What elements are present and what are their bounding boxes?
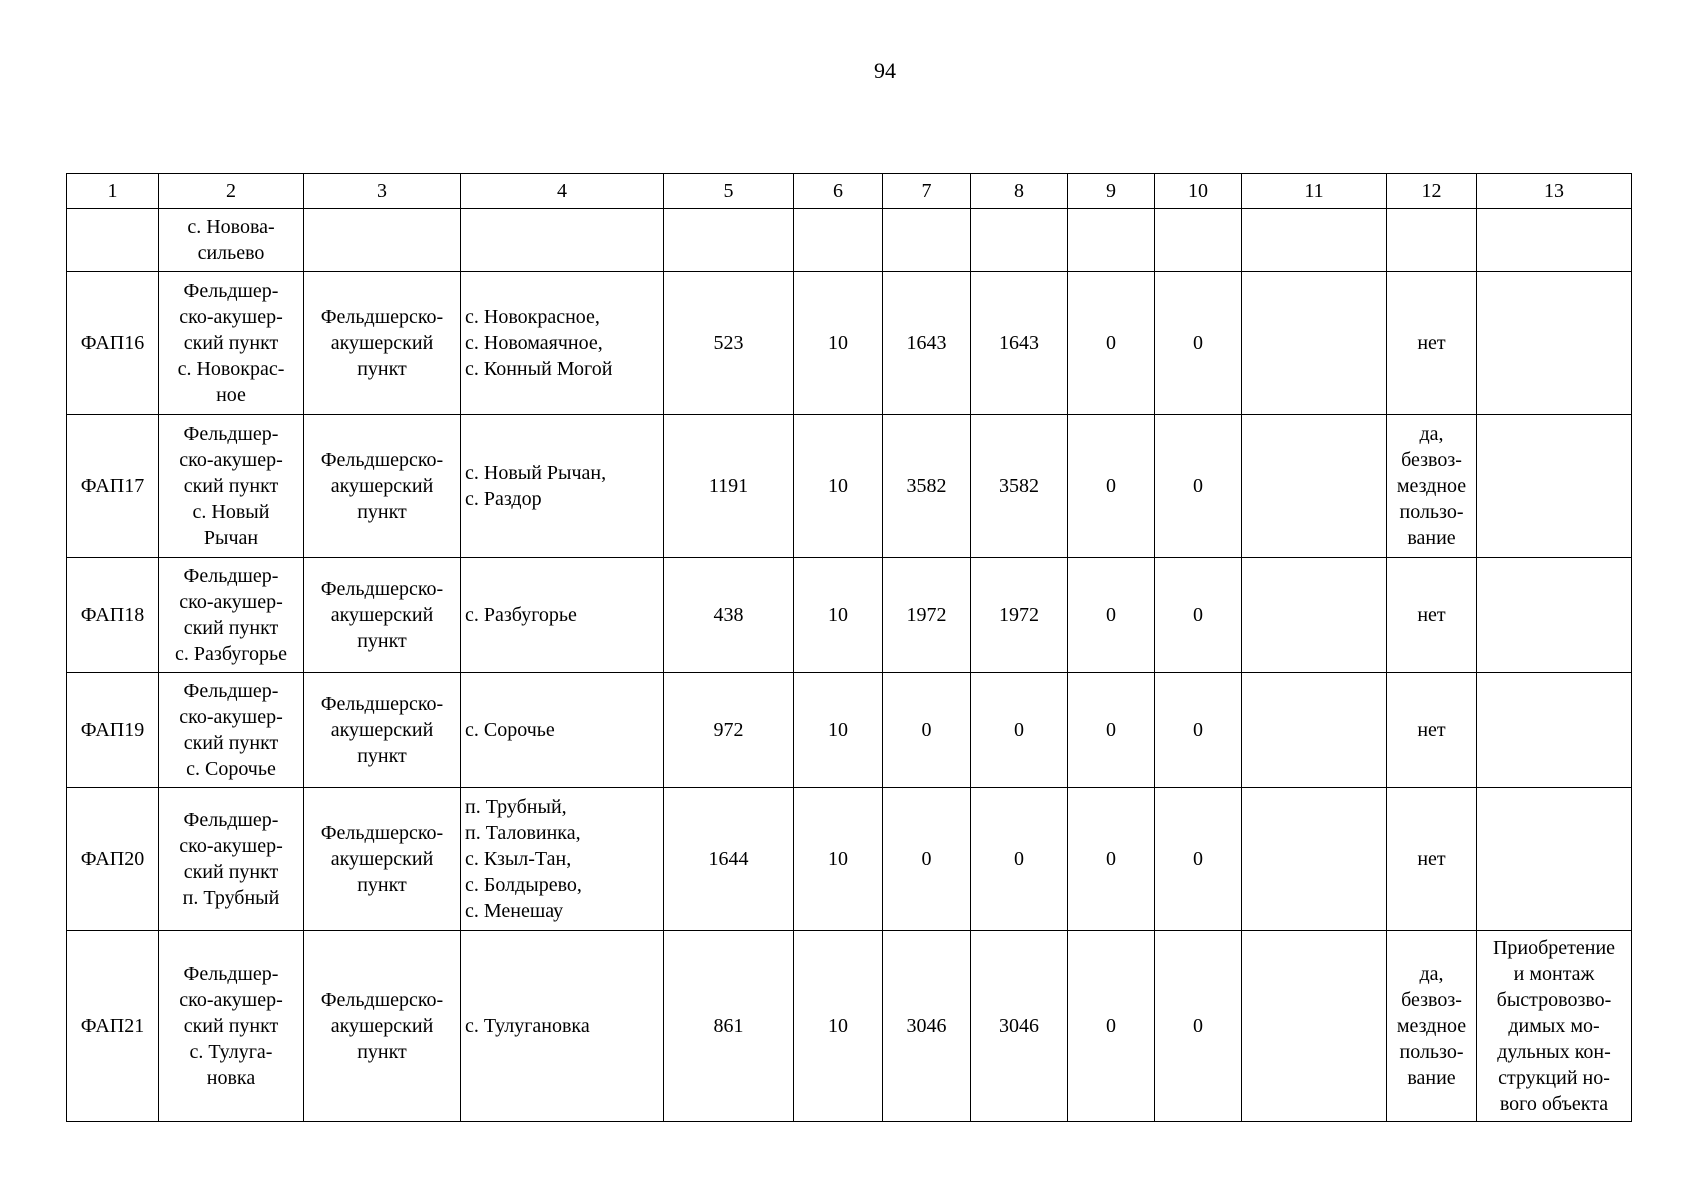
table-cell: 10: [794, 415, 883, 558]
table-cell: [1242, 788, 1387, 931]
column-header: 6: [794, 174, 883, 209]
table-cell: 3046: [971, 931, 1068, 1122]
table-cell: [461, 209, 664, 272]
table-cell: 0: [1068, 558, 1155, 673]
table-cell: 3582: [883, 415, 971, 558]
table-cell: 1644: [664, 788, 794, 931]
table-cell: [1068, 209, 1155, 272]
table-cell: 10: [794, 272, 883, 415]
table-cell: Фельдшерско- акушерский пункт: [304, 272, 461, 415]
table-cell: [664, 209, 794, 272]
table-cell: нет: [1387, 788, 1477, 931]
table-row: [67, 788, 1632, 931]
table-cell: 0: [1068, 673, 1155, 788]
table-cell: ФАП18: [67, 558, 159, 673]
table-cell: с. Тулугановка: [461, 931, 664, 1122]
table-row: [67, 272, 1632, 415]
table-cell: 0: [1155, 558, 1242, 673]
table-cell: Фельдшерско- акушерский пункт: [304, 673, 461, 788]
table-cell: 1191: [664, 415, 794, 558]
table-cell: нет: [1387, 673, 1477, 788]
table-cell: 3046: [883, 931, 971, 1122]
table-row: [67, 673, 1632, 788]
table-cell: [1477, 788, 1632, 931]
facilities-table: [66, 173, 1632, 1122]
column-header: 5: [664, 174, 794, 209]
table-cell: 0: [1155, 788, 1242, 931]
table-cell: ФАП17: [67, 415, 159, 558]
table-cell: [1242, 272, 1387, 415]
table-cell: нет: [1387, 558, 1477, 673]
table-cell: Фельдшерско- акушерский пункт: [304, 931, 461, 1122]
page-number: 94: [874, 58, 896, 83]
table-cell: нет: [1387, 272, 1477, 415]
table-cell: да, безвоз- мездное пользо- вание: [1387, 931, 1477, 1122]
table-cell: 0: [1068, 788, 1155, 931]
table-cell: 1643: [883, 272, 971, 415]
table-cell: ФАП19: [67, 673, 159, 788]
table-cell: [1242, 931, 1387, 1122]
table-cell: Фельдшер- ско-акушер- ский пункт с. Новокрас- ное: [159, 272, 304, 415]
column-header: 13: [1477, 174, 1632, 209]
table-cell: да, безвоз- мездное пользо- вание: [1387, 415, 1477, 558]
table-cell: [1477, 558, 1632, 673]
column-header: 12: [1387, 174, 1477, 209]
table-cell: 1972: [971, 558, 1068, 673]
table-cell: 1972: [883, 558, 971, 673]
table-cell: 10: [794, 788, 883, 931]
column-header: 8: [971, 174, 1068, 209]
column-header: 2: [159, 174, 304, 209]
table-cell: 10: [794, 931, 883, 1122]
table-cell: ФАП21: [67, 931, 159, 1122]
table-cell: [971, 209, 1068, 272]
column-header: 10: [1155, 174, 1242, 209]
column-header: 7: [883, 174, 971, 209]
table-cell: [67, 209, 159, 272]
table-cell: с. Сорочье: [461, 673, 664, 788]
table-cell: [1477, 209, 1632, 272]
table-cell: 0: [1068, 272, 1155, 415]
table-cell: 10: [794, 673, 883, 788]
table-row: [67, 931, 1632, 1122]
table-cell: Фельдшер- ско-акушер- ский пункт с. Сорочье: [159, 673, 304, 788]
table-cell: 3582: [971, 415, 1068, 558]
table-cell: [883, 209, 971, 272]
column-header: 3: [304, 174, 461, 209]
table-cell: ФАП16: [67, 272, 159, 415]
table-cell: [794, 209, 883, 272]
table-cell: [1387, 209, 1477, 272]
table-cell: Фельдшерско- акушерский пункт: [304, 558, 461, 673]
table-cell: [1477, 673, 1632, 788]
table-cell: 0: [883, 788, 971, 931]
table-cell: Фельдшер- ско-акушер- ский пункт с. Тулуга- новка: [159, 931, 304, 1122]
table-cell: 861: [664, 931, 794, 1122]
table-cell: 0: [971, 788, 1068, 931]
table-cell: 10: [794, 558, 883, 673]
table-cell: Фельдшерско- акушерский пункт: [304, 415, 461, 558]
column-header: 4: [461, 174, 664, 209]
table-cell: с. Новокрасное, с. Новомаячное, с. Конный Могой: [461, 272, 664, 415]
table-cell: с. Новова- сильево: [159, 209, 304, 272]
table-cell: 0: [1155, 673, 1242, 788]
table-cell: 0: [883, 673, 971, 788]
table-cell: п. Трубный, п. Таловинка, с. Кзыл-Тан, с. Болдырево, с. Менешау: [461, 788, 664, 931]
table-cell: [1242, 673, 1387, 788]
table-row: [67, 558, 1632, 673]
table-cell: [1242, 209, 1387, 272]
table-cell: [1242, 558, 1387, 673]
table-cell: Фельдшер- ско-акушер- ский пункт п. Трубный: [159, 788, 304, 931]
table-cell: 0: [971, 673, 1068, 788]
table-cell: с. Разбугорье: [461, 558, 664, 673]
table-cell: Приобретение и монтаж быстровозво- димых мо- дульных кон- струкций но- вого объекта: [1477, 931, 1632, 1122]
table-cell: 438: [664, 558, 794, 673]
table-header-row: [67, 174, 1632, 209]
table-row: [67, 415, 1632, 558]
table-row: [67, 209, 1632, 272]
table-cell: [1242, 415, 1387, 558]
table-cell: 0: [1155, 931, 1242, 1122]
table-cell: 0: [1068, 931, 1155, 1122]
table-cell: 0: [1068, 415, 1155, 558]
table-cell: [304, 209, 461, 272]
table-cell: [1477, 272, 1632, 415]
column-header: 9: [1068, 174, 1155, 209]
table-cell: ФАП20: [67, 788, 159, 931]
table-cell: Фельдшер- ско-акушер- ский пункт с. Новый Рычан: [159, 415, 304, 558]
table-cell: Фельдшерско- акушерский пункт: [304, 788, 461, 931]
table-cell: 972: [664, 673, 794, 788]
table-cell: 0: [1155, 272, 1242, 415]
column-header: 1: [67, 174, 159, 209]
column-header: 11: [1242, 174, 1387, 209]
table-cell: [1477, 415, 1632, 558]
table-cell: [1155, 209, 1242, 272]
table-cell: Фельдшер- ско-акушер- ский пункт с. Разбугорье: [159, 558, 304, 673]
table-cell: с. Новый Рычан, с. Раздор: [461, 415, 664, 558]
table-cell: 0: [1155, 415, 1242, 558]
table-cell: 523: [664, 272, 794, 415]
table-cell: 1643: [971, 272, 1068, 415]
